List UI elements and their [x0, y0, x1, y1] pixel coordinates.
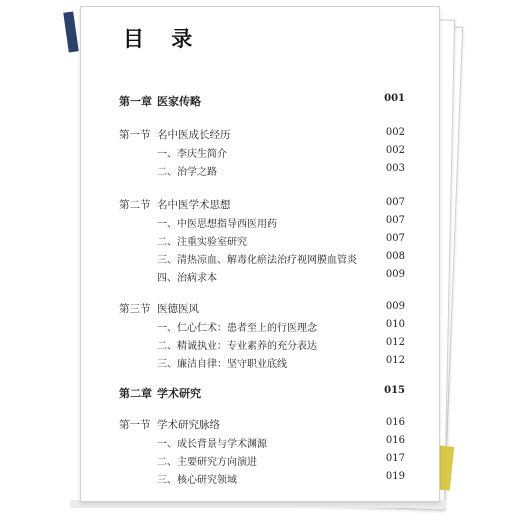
entry-title: 医家传略: [157, 95, 201, 108]
toc-entry: [119, 197, 405, 215]
toc-entry: [119, 163, 405, 181]
entry-title: 二、注重实验室研究: [157, 237, 247, 248]
entry-number: 第一节: [119, 419, 151, 431]
entry-page: 016: [385, 417, 405, 428]
toc-entry: [119, 319, 405, 337]
entry-title: 二、主要研究方向演进: [157, 457, 257, 468]
entry-title: 二、治学之路: [157, 167, 217, 178]
toc-page: [80, 6, 440, 502]
toc-entry: [119, 215, 405, 233]
entry-page: 016: [385, 435, 405, 446]
entry-page: 009: [385, 301, 405, 312]
entry-number: 第二节: [119, 199, 151, 211]
entry-page: 002: [385, 127, 405, 138]
entry-page: 007: [385, 197, 405, 208]
entry-page: 009: [385, 269, 405, 280]
toc-entry: [119, 93, 405, 111]
entry-page: 019: [385, 471, 405, 482]
entry-title: 一、李庆生简介: [157, 149, 227, 160]
entry-page: 007: [385, 233, 405, 244]
entry-title: 一、中医思想指导西医用药: [157, 219, 277, 230]
toc-entry: [119, 251, 405, 269]
toc-entry: [119, 301, 405, 319]
entry-title: 三、核心研究领域: [157, 475, 237, 486]
toc-entry: [119, 471, 405, 489]
entry-number: 第一节: [119, 129, 151, 141]
toc-entry: [119, 453, 405, 471]
entry-title: 学术研究脉络: [157, 419, 220, 431]
toc-entry: [119, 385, 405, 403]
entry-title: 二、精诚执业：专业素养的充分表达: [157, 341, 317, 352]
entry-title: 学术研究: [157, 387, 201, 400]
toc-entry: [119, 127, 405, 145]
entry-title: 四、治病求本: [157, 273, 217, 284]
toc-entry: [119, 145, 405, 163]
entry-title: 名中医学术思想: [157, 199, 231, 211]
entry-page: 012: [385, 337, 405, 348]
toc-entry: [119, 233, 405, 251]
cover-edge-blue: [63, 11, 78, 52]
entry-page: 010: [385, 319, 405, 330]
entry-title: 三、清热凉血、解毒化瘀法治疗视网膜血管炎: [157, 255, 357, 266]
toc-entry: [119, 355, 405, 373]
entry-number: 第二章: [119, 387, 152, 400]
entry-page: 012: [385, 355, 405, 366]
toc-entry: [119, 435, 405, 453]
entry-page: 008: [385, 251, 405, 262]
entry-title: 一、成长背景与学术渊源: [157, 439, 267, 450]
entry-title: 三、廉洁自律：坚守职业底线: [157, 359, 287, 370]
entry-page: 003: [385, 163, 405, 174]
entry-page: 001: [384, 93, 405, 104]
entry-page: 015: [384, 385, 405, 396]
toc-entry: [119, 337, 405, 355]
entry-page: 017: [385, 453, 405, 464]
toc-entry: [119, 269, 405, 287]
entry-title: 名中医成长经历: [157, 129, 231, 141]
entry-number: 第一章: [119, 95, 152, 108]
entry-title: 医德医风: [157, 303, 199, 315]
entry-page: 007: [385, 215, 405, 226]
toc-entry: [119, 417, 405, 435]
entry-title: 一、仁心仁术：患者至上的行医理念: [157, 323, 317, 334]
toc-title: 目 录: [123, 26, 203, 51]
entry-page: 002: [385, 145, 405, 156]
entry-number: 第三节: [119, 303, 151, 315]
